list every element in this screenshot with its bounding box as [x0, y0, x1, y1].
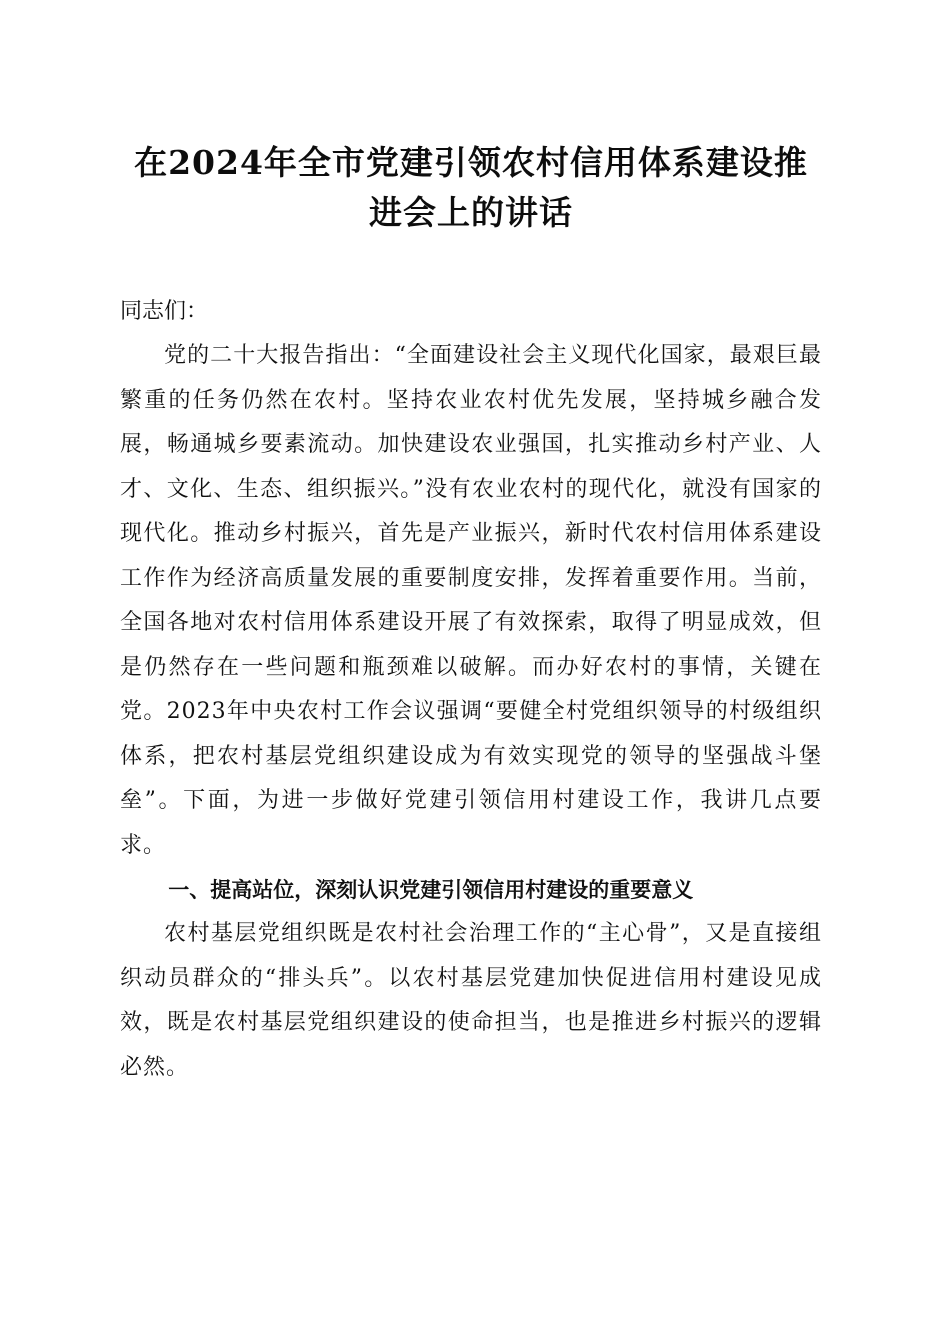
document-title: 在2024年全市党建引领农村信用体系建设推进会上的讲话 — [134, 143, 808, 232]
salutation: 同志们： — [120, 299, 209, 324]
section-1-paragraph: 农村基层党组织既是农村社会治理工作的“主心骨”，又是直接组织动员群众的“排头兵”。以农村基层党建加快促进信用村建设见成效，既是农村基层党组织建设的使命担当，也是推进乡村振兴的逻辑必然。 — [120, 921, 822, 1080]
intro-paragraph: 党的二十大报告指出：“全面建设社会主义现代化国家，最艰巨最繁重的任务仍然在农村。坚持农业农村优先发展，坚持城乡融合发展，畅通城乡要素流动。加快建设农业强国，扎实推动乡村产业、人才、文化、生态、组织振兴。”没有农业农村的现代化，就没有国家的现代化。推动乡村振兴，首先是产业振兴，新时代农村信用体系建设工作作为经济高质量发展的重要制度安排，发挥着重要作用。当前，全国各地对农村信用体系建设开展了有效探索，取得了明显成效，但是仍然存在一些问题和瓶颈难以破解。而办好农村的事情，关键在党。2023年中央农村工作会议强调“要健全村党组织领导的村级组织体系，把农村基层党组织建设成为有效实现党的领导的坚强战斗堡垒”。下面，为进一步做好党建引领信用村建设工作，我讲几点要求。 — [120, 343, 822, 858]
section-heading-1: 一、提高站位，深刻认识党建引领信用村建设的重要意义 — [168, 878, 694, 902]
document-page — [120, 0, 822, 1090]
